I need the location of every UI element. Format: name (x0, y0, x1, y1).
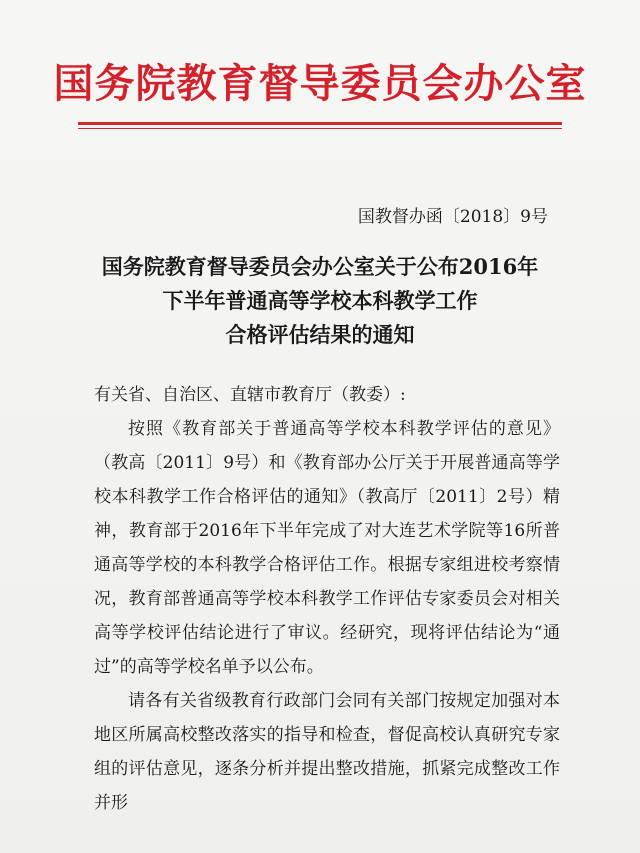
agency-header: 国务院教育督导委员会办公室 (53, 61, 587, 107)
header-rule-thin (78, 128, 562, 129)
title-line: 合格评估结果的通知 (225, 322, 415, 347)
header-rule-thick (78, 122, 562, 125)
body-paragraph: 请各有关省级教育行政部门会同有关部门按规定加强对本地区所属高校整改落实的指导和检查，督促高校认真研究专家组的评估意见，逐条分析并提出整改措施，抓紧完成整改工作并形 (94, 691, 560, 813)
document-body (94, 378, 560, 820)
document-title (0, 250, 640, 352)
title-line: 下半年普通高等学校本科教学工作 (162, 288, 478, 313)
document-number: 国教督办函〔2018〕9号 (357, 207, 548, 227)
title-line: 国务院教育督导委员会办公室关于公布2016年 (101, 254, 539, 279)
salutation: 有关省、自治区、直辖市教育厅（教委）: (94, 385, 406, 405)
body-paragraph: 按照《教育部关于普通高等学校本科教学评估的意见》（教高〔2011〕9号）和《教育部办公厅关于开展普通高等学校本科教学工作合格评估的通知》（教高厅〔2011〕2号）精神，教育部于2016年下半年完成了对大连艺术学院等16所普通高等学校的本科教学合格评估工作。根据专家组进校考察情况，教育部普通高等学校本科教学工作评估专家委员会对相关高等学校评估结论进行了审议。经研究，现将评估结论为“通过”的高等学校名单予以公布。 (94, 419, 560, 677)
